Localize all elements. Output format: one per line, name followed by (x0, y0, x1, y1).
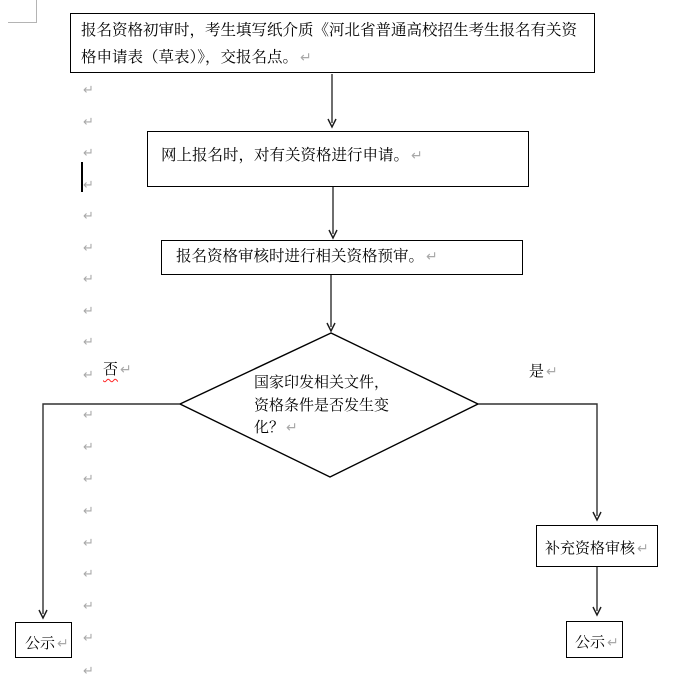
flow-step-text: 公示 (25, 635, 56, 652)
paragraph-mark: ↵ (83, 83, 94, 98)
branch-yes-text: 是 (529, 363, 545, 380)
paragraph-mark: ↵ (83, 178, 94, 193)
paragraph-mark: ↵ (83, 504, 94, 519)
decision-text-line: 资格条件是否发生变 (254, 396, 390, 414)
paragraph-mark: ↵ (546, 364, 558, 380)
connector-decision-no[interactable] (39, 404, 180, 618)
connector-supplement-publicity[interactable] (593, 567, 601, 615)
decision-text-line: 国家印发相关文件， (254, 374, 390, 391)
connector-step3-decision[interactable] (327, 275, 335, 331)
flow-step-text: 公示 (575, 634, 606, 651)
decision-text[interactable] (254, 372, 389, 440)
paragraph-mark: ↵ (286, 420, 298, 436)
paragraph-mark: ↵ (83, 440, 94, 455)
flow-step-text: 报名资格审核时进行相关资格预审。 (176, 248, 425, 265)
paragraph-mark: ↵ (83, 368, 94, 383)
paragraph-mark: ↵ (83, 408, 94, 423)
paragraph-mark: ↵ (607, 635, 619, 651)
flow-step-supplement-review[interactable] (536, 525, 658, 567)
flow-step-text: 网上报名时，对有关资格进行申请。 (161, 147, 410, 164)
paragraph-mark: ↵ (83, 241, 94, 256)
paragraph-mark: ↵ (83, 664, 94, 678)
paragraph-mark: ↵ (411, 148, 423, 164)
flow-step-pre-review[interactable] (161, 240, 523, 275)
connector-decision-yes[interactable] (478, 404, 601, 520)
paragraph-mark: ↵ (83, 536, 94, 551)
text-cursor (81, 162, 83, 192)
flow-step-text-line: 报名资格初审时，考生填写纸介质《河北省普通高校招生考生报名有关资 (81, 22, 578, 39)
paragraph-mark: ↵ (120, 362, 132, 378)
paragraph-mark: ↵ (83, 567, 94, 582)
paragraph-mark: ↵ (83, 304, 94, 319)
branch-label-yes[interactable] (529, 362, 558, 382)
branch-label-no[interactable] (103, 360, 132, 380)
connector-step2-step3[interactable] (329, 187, 337, 238)
connector-step1-step2[interactable] (328, 74, 336, 127)
paragraph-mark: ↵ (83, 599, 94, 614)
branch-no-text: 否 (103, 361, 119, 378)
flow-step-publicity-right[interactable] (566, 621, 623, 658)
flow-step-text: 补充资格审核 (545, 540, 636, 557)
flow-step-initial-review[interactable] (70, 13, 595, 73)
page-corner-mark (8, 0, 37, 23)
paragraph-mark: ↵ (83, 272, 94, 287)
decision-text-line: 化？ ↵ (254, 419, 298, 436)
paragraph-mark: ↵ (83, 209, 94, 224)
paragraph-mark: ↵ (300, 50, 312, 66)
paragraph-mark: ↵ (83, 631, 94, 646)
paragraph-mark: ↵ (637, 541, 649, 557)
paragraph-mark: ↵ (426, 249, 438, 265)
flow-step-publicity-left[interactable] (15, 622, 72, 658)
paragraph-mark: ↵ (57, 636, 69, 652)
flow-step-text-line: 格申请表（草表）》，交报名点。 ↵ (81, 49, 312, 66)
paragraph-mark: ↵ (83, 146, 94, 161)
paragraph-mark: ↵ (83, 472, 94, 487)
paragraph-mark: ↵ (83, 115, 94, 130)
paragraph-mark: ↵ (83, 335, 94, 350)
flow-step-online-apply[interactable] (147, 131, 529, 187)
